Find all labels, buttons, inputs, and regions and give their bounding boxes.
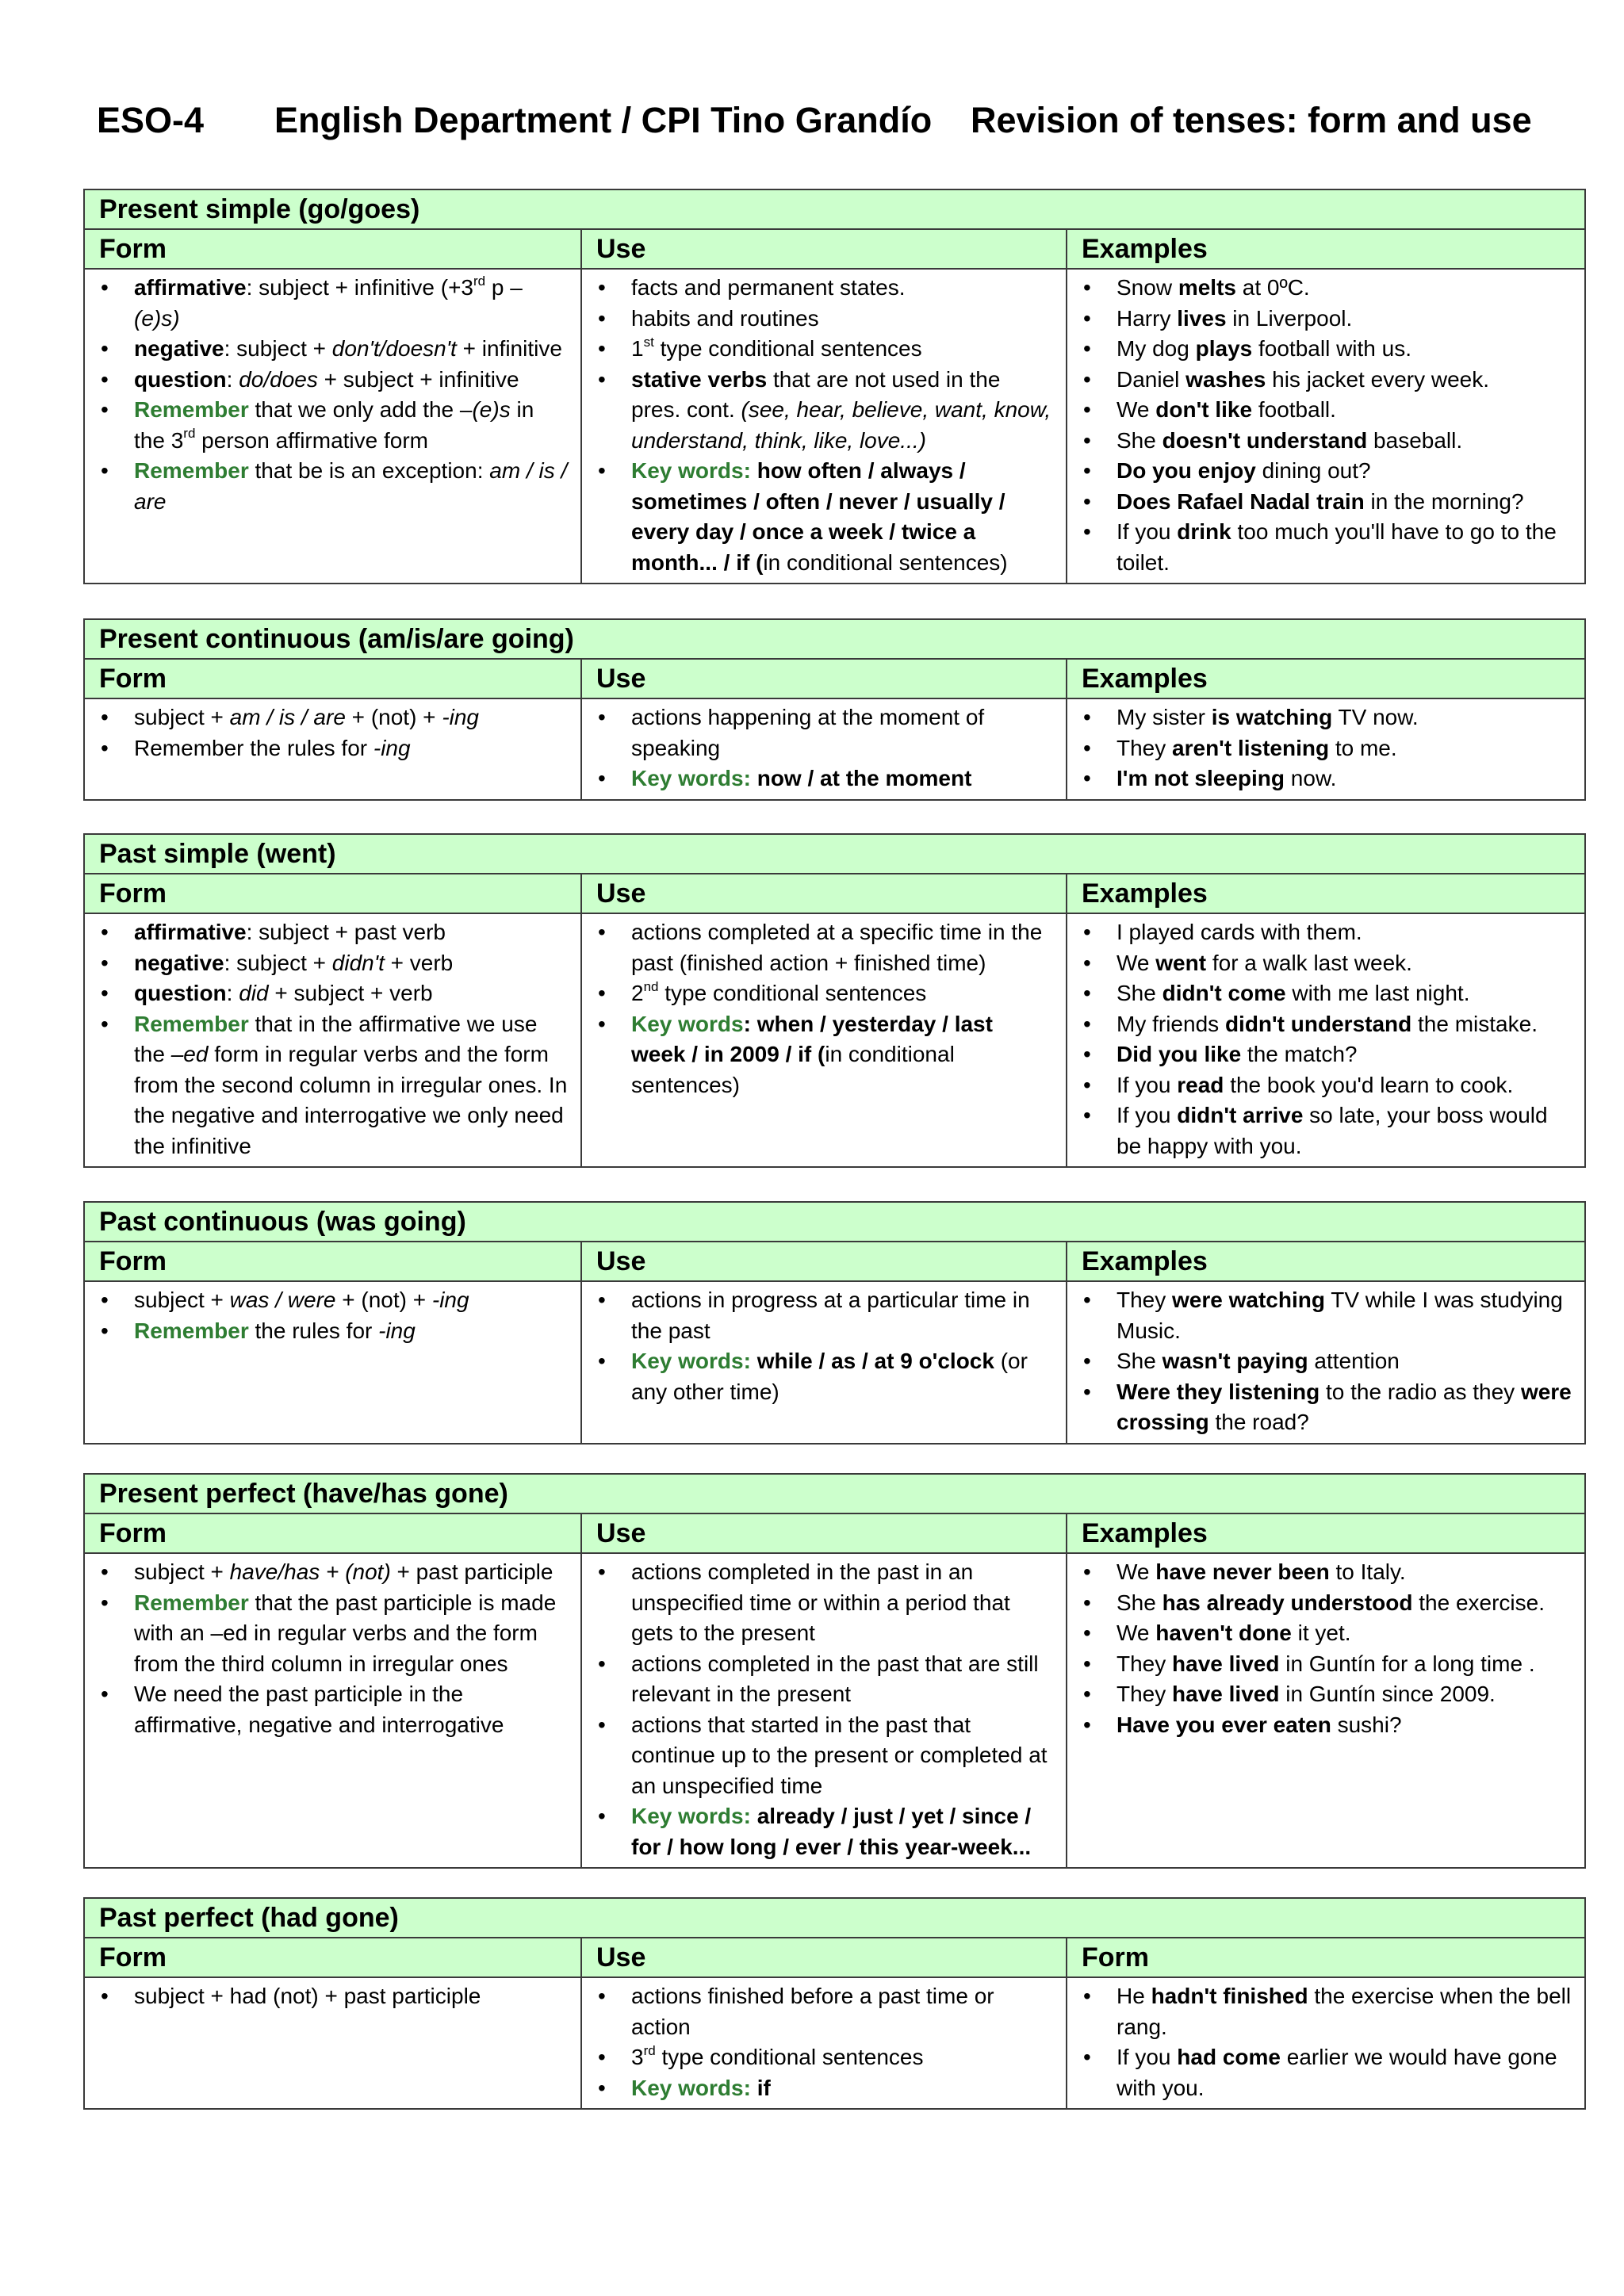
list-item: • We have never been to Italy. (1075, 1557, 1572, 1588)
tense-title: Present perfect (have/has gone) (84, 1474, 1585, 1513)
tense-title: Past simple (went) (84, 834, 1585, 874)
list-item: • If you drink too much you'll have to go to the toilet. (1075, 517, 1572, 578)
tense-title: Past perfect (had gone) (84, 1898, 1585, 1938)
examples-cell (1067, 269, 1585, 584)
list-item: • She doesn't understand baseball. (1075, 426, 1572, 457)
list-item: • Key words: while / as / at 9 o'clock (or any other time) (590, 1346, 1053, 1407)
list-item: • My friends didn't understand the mistake. (1075, 1009, 1572, 1040)
list-item: • Remember that in the affirmative we use the –ed form in regular verbs and the form from the second column in irregular ones. In the negative and interrogative we only need the infinitive (93, 1009, 568, 1162)
tense-table-past-simple (83, 833, 1586, 1168)
use-cell (581, 1553, 1067, 1868)
list-item: • We need the past participle in the affirmative, negative and interrogative (93, 1679, 568, 1740)
list-item: • negative: subject + don't/doesn't + infinitive (93, 334, 568, 365)
form-header: Form (84, 1513, 581, 1553)
use-header: Use (581, 1938, 1067, 1977)
tense-table-present-simple (83, 189, 1586, 584)
department-label: English Department / CPI Tino Grandío (274, 100, 933, 140)
use-cell (581, 1281, 1067, 1444)
list-item: • If you had come earlier we would have gone with you. (1075, 2042, 1572, 2103)
list-item: • actions completed at a specific time in the past (finished action + finished time) (590, 917, 1053, 978)
form-cell (84, 1553, 581, 1868)
use-cell (581, 698, 1067, 800)
document-title: Revision of tenses: form and use (971, 100, 1532, 140)
list-item: • question: do/does + subject + infinitive (93, 365, 568, 396)
list-item: • Harry lives in Liverpool. (1075, 304, 1572, 335)
list-item: • Were they listening to the radio as they were crossing the road? (1075, 1377, 1572, 1438)
form-cell (84, 1977, 581, 2109)
use-header: Use (581, 229, 1067, 269)
list-item: • I played cards with them. (1075, 917, 1572, 948)
form-header: Form (84, 874, 581, 913)
list-item: • actions completed in the past in an unspecified time or within a period that gets to the present (590, 1557, 1053, 1649)
form-cell (84, 269, 581, 584)
list-item: • We haven't done it yet. (1075, 1618, 1572, 1649)
list-item: • question: did + subject + verb (93, 978, 568, 1009)
examples-cell (1067, 1553, 1585, 1868)
form-cell (84, 913, 581, 1167)
page-header (97, 94, 1548, 149)
examples-cell (1067, 698, 1585, 800)
list-item: • Have you ever eaten sushi? (1075, 1710, 1572, 1741)
list-item: • negative: subject + didn't + verb (93, 948, 568, 979)
list-item: • affirmative: subject + infinitive (+3rd p – (e)s) (93, 273, 568, 334)
list-item: • She didn't come with me last night. (1075, 978, 1572, 1009)
list-item: • Key words: if (590, 2073, 1053, 2104)
list-item: • facts and permanent states. (590, 273, 1053, 304)
list-item: • She has already understood the exercise. (1075, 1588, 1572, 1619)
list-item: • If you didn't arrive so late, your boss would be happy with you. (1075, 1100, 1572, 1161)
list-item: • They aren't listening to me. (1075, 733, 1572, 764)
tense-table-present-continuous (83, 618, 1586, 801)
tense-table-past-continuous (83, 1201, 1586, 1445)
list-item: • He hadn't finished the exercise when the bell rang. (1075, 1981, 1572, 2042)
list-item: • habits and routines (590, 304, 1053, 335)
examples-header: Examples (1067, 1513, 1585, 1553)
examples-cell (1067, 1977, 1585, 2109)
list-item: • Key words: how often / always / sometimes / often / never / usually / every day / once a week / twice a month... / if (in conditional sentences) (590, 456, 1053, 578)
list-item: • They have lived in Guntín since 2009. (1075, 1679, 1572, 1710)
tense-title: Present continuous (am/is/are going) (84, 619, 1585, 659)
list-item: • My sister is watching TV now. (1075, 702, 1572, 733)
list-item: • Did you like the match? (1075, 1039, 1572, 1070)
list-item: • actions completed in the past that are still relevant in the present (590, 1649, 1053, 1710)
list-item: • actions in progress at a particular time in the past (590, 1285, 1053, 1346)
use-cell (581, 913, 1067, 1167)
list-item: • She wasn't paying attention (1075, 1346, 1572, 1377)
list-item: • Remember that the past participle is made with an –ed in regular verbs and the form from the third column in irregular ones (93, 1588, 568, 1680)
list-item: • My dog plays football with us. (1075, 334, 1572, 365)
tense-title: Past continuous (was going) (84, 1202, 1585, 1242)
list-item: • We went for a walk last week. (1075, 948, 1572, 979)
list-item: • Remember that we only add the –(e)s in the 3rd person affirmative form (93, 395, 568, 456)
list-item: • 2nd type conditional sentences (590, 978, 1053, 1009)
examples-header: Form (1067, 1938, 1585, 1977)
level-label: ESO-4 (97, 100, 205, 140)
form-cell (84, 698, 581, 800)
examples-header: Examples (1067, 229, 1585, 269)
use-cell (581, 269, 1067, 584)
tense-table-past-perfect (83, 1897, 1586, 2110)
use-cell (581, 1977, 1067, 2109)
tense-table-present-perfect (83, 1473, 1586, 1869)
use-header: Use (581, 874, 1067, 913)
examples-header: Examples (1067, 1242, 1585, 1281)
list-item: • They have lived in Guntín for a long time . (1075, 1649, 1572, 1680)
list-item: • subject + have/has + (not) + past participle (93, 1557, 568, 1588)
list-item: • 1st type conditional sentences (590, 334, 1053, 365)
list-item: • Remember that be is an exception: am / is / are (93, 456, 568, 517)
list-item: • Does Rafael Nadal train in the morning? (1075, 487, 1572, 518)
list-item: • actions happening at the moment of speaking (590, 702, 1053, 763)
list-item: • Key words: when / yesterday / last week / in 2009 / if (in conditional sentences) (590, 1009, 1053, 1101)
form-header: Form (84, 229, 581, 269)
form-header: Form (84, 1938, 581, 1977)
use-header: Use (581, 1513, 1067, 1553)
list-item: • Key words: already / just / yet / since / for / how long / ever / this year-week... (590, 1801, 1053, 1862)
list-item: • Daniel washes his jacket every week. (1075, 365, 1572, 396)
list-item: • 3rd type conditional sentences (590, 2042, 1053, 2073)
form-header: Form (84, 659, 581, 698)
list-item: • actions finished before a past time or action (590, 1981, 1053, 2042)
list-item: • They were watching TV while I was studying Music. (1075, 1285, 1572, 1346)
list-item: • Remember the rules for -ing (93, 733, 568, 764)
list-item: • stative verbs that are not used in the pres. cont. (see, hear, believe, want, know, understand, think, like, love...) (590, 365, 1053, 457)
examples-header: Examples (1067, 659, 1585, 698)
list-item: • actions that started in the past that continue up to the present or completed at an unspecified time (590, 1710, 1053, 1802)
use-header: Use (581, 1242, 1067, 1281)
list-item: • subject + am / is / are + (not) + -ing (93, 702, 568, 733)
list-item: • subject + had (not) + past participle (93, 1981, 568, 2012)
examples-cell (1067, 1281, 1585, 1444)
list-item: • Do you enjoy dining out? (1075, 456, 1572, 487)
list-item: • Remember the rules for -ing (93, 1316, 568, 1347)
form-header: Form (84, 1242, 581, 1281)
examples-cell (1067, 913, 1585, 1167)
list-item: • We don't like football. (1075, 395, 1572, 426)
list-item: • affirmative: subject + past verb (93, 917, 568, 948)
tense-title: Present simple (go/goes) (84, 189, 1585, 229)
form-cell (84, 1281, 581, 1444)
use-header: Use (581, 659, 1067, 698)
examples-header: Examples (1067, 874, 1585, 913)
list-item: • subject + was / were + (not) + -ing (93, 1285, 568, 1316)
list-item: • Snow melts at 0ºC. (1075, 273, 1572, 304)
list-item: • I'm not sleeping now. (1075, 763, 1572, 794)
list-item: • Key words: now / at the moment (590, 763, 1053, 794)
list-item: • If you read the book you'd learn to cook. (1075, 1070, 1572, 1101)
